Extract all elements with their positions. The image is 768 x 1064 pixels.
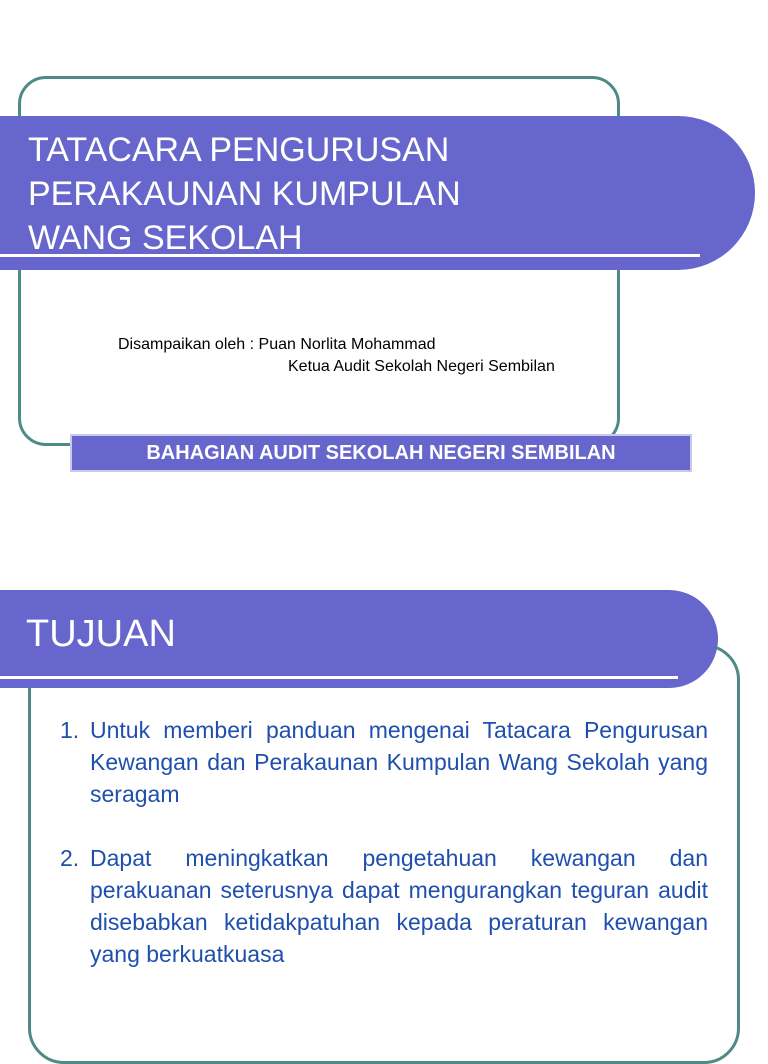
list-item — [60, 842, 708, 970]
objectives-rule — [0, 676, 678, 679]
presenter-role: Ketua Audit Sekolah Negeri Sembilan — [288, 358, 555, 375]
title-line: WANG SEKOLAH — [28, 219, 303, 257]
presenter-name: Puan Norlita Mohammad — [258, 336, 436, 353]
department-banner: BAHAGIAN AUDIT SEKOLAH NEGERI SEMBILAN — [70, 434, 692, 472]
list-item-text: Dapat meningkatkan pengetahuan kewangan dan perakuanan seterusnya dapat mengurangkan teguran audit disebabkan ketidakpatuhan kepada peraturan kewangan yang berkuatkuasa — [90, 845, 708, 967]
list-item-number: 1. — [60, 717, 80, 743]
list-item-number: 2. — [60, 845, 80, 871]
presenter-line — [118, 334, 555, 356]
list-item — [60, 714, 708, 810]
title-line: TATACARA PENGURUSAN — [28, 131, 450, 169]
presenter-info — [118, 334, 555, 378]
presenter-prefix: Disampaikan oleh : — [118, 336, 259, 353]
objectives-title: TUJUAN — [26, 613, 176, 655]
title-slide — [0, 0, 768, 520]
objectives-list — [60, 714, 708, 1002]
list-item-text: Untuk memberi panduan mengenai Tatacara Pengurusan Kewangan dan Perakaunan Kumpulan Wang Sekolah yang seragam — [90, 717, 708, 807]
slide-title — [28, 128, 668, 260]
title-line: PERAKAUNAN KUMPULAN — [28, 175, 461, 213]
